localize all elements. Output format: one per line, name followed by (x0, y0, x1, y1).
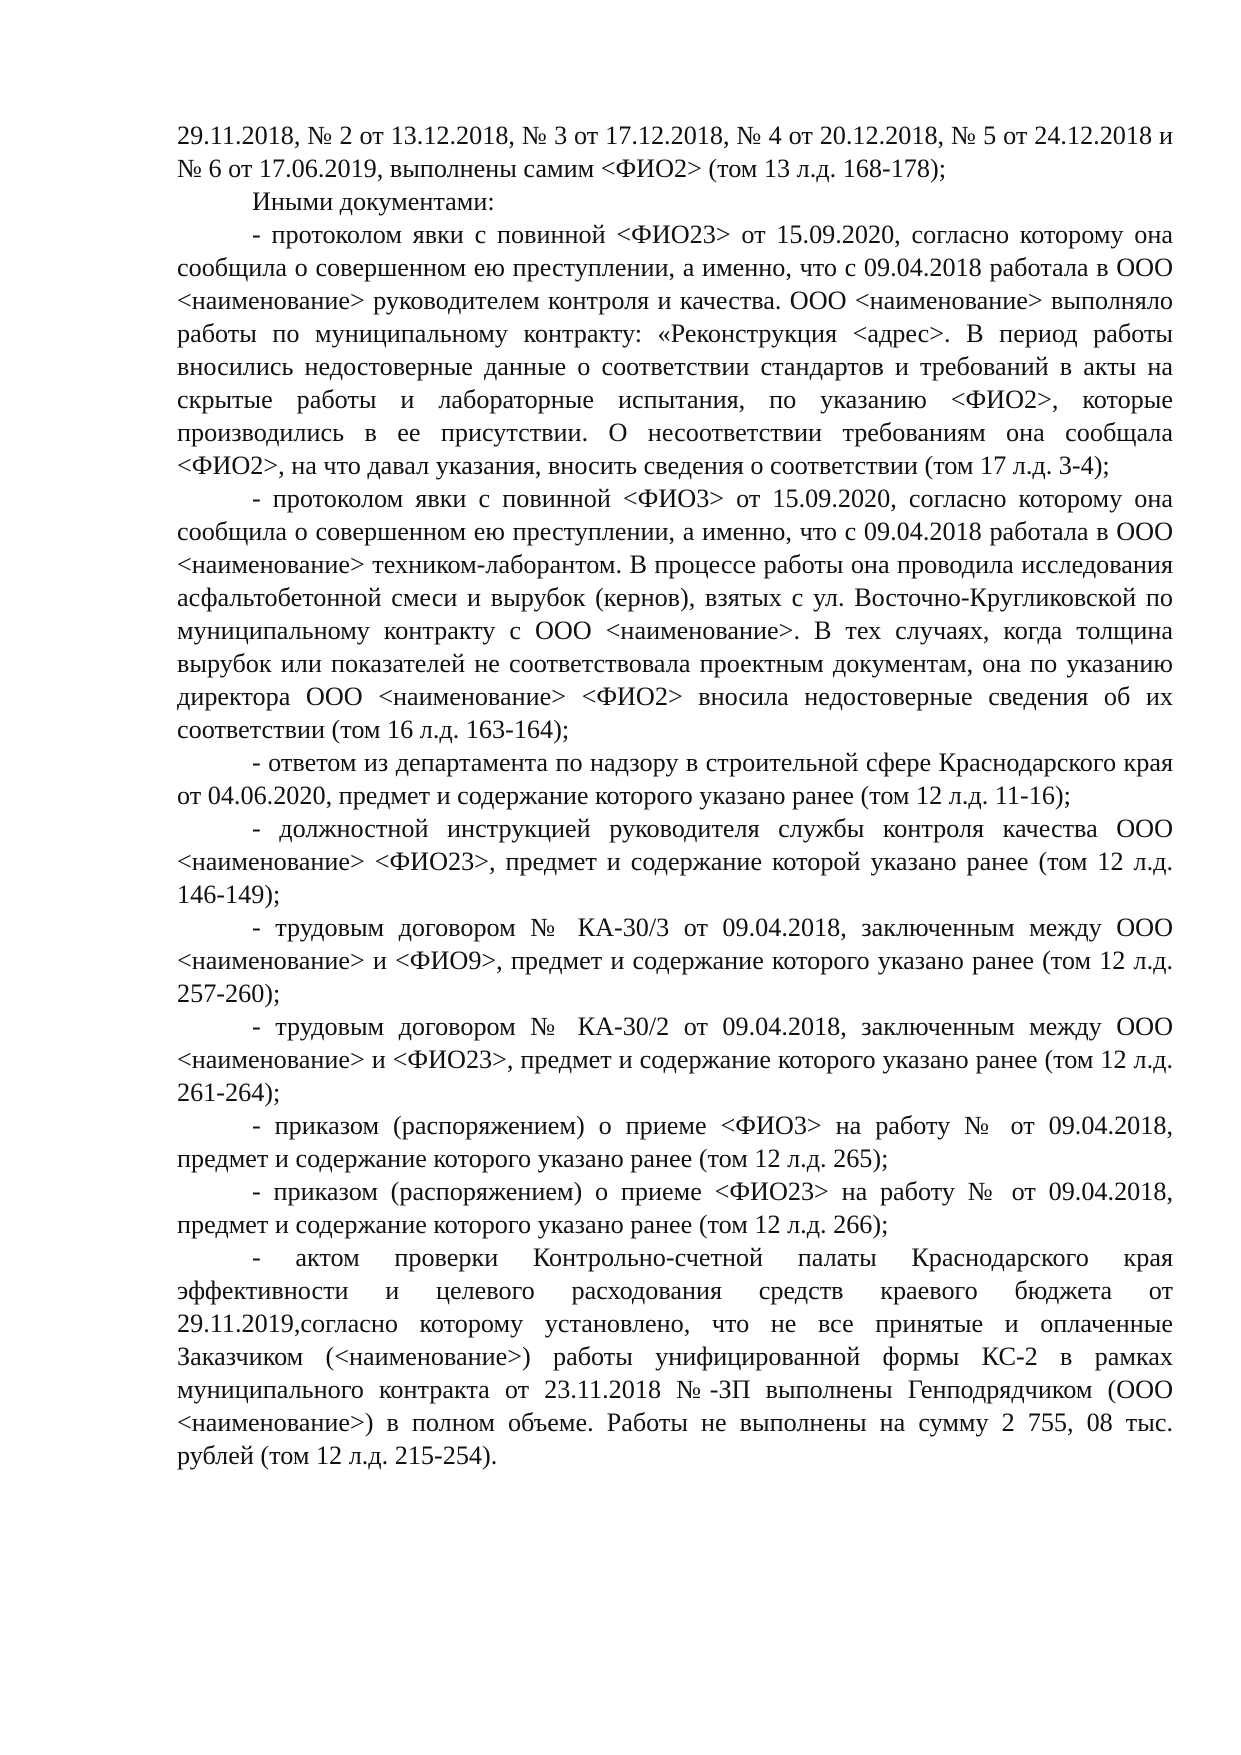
paragraph-item: - протоколом явки с повинной <ФИО3> от 15.09.2020, согласно которому она сообщила о совершенном ею преступлении, а именно, что с 09.04.2018 работала в ООО <наименование> техником-лаборантом. В процессе работы она проводила исследования асфальтобетонной смеси и вырубок (кернов), взятых с ул. Восточно-Кругликовской по муниципальному контракту с ООО <наименование>. В тех случаях, когда толщина вырубок или показателей не соответствовала проектным документам, она по указанию директора ООО <наименование> <ФИО2> вносила недостоверные сведения об их соответствии (том 16 л.д. 163-164); (177, 484, 1173, 744)
paragraph-item: - трудовым договором № КА-30/2 от 09.04.2018, заключенным между ООО <наименование> и <ФИО23>, предмет и содержание которого указано ранее (том 12 л.д. 261-264); (177, 1012, 1173, 1107)
paragraph-item: - приказом (распоряжением) о приеме <ФИО3> на работу № от 09.04.2018, предмет и содержание которого указано ранее (том 12 л.д. 265); (177, 1111, 1173, 1173)
paragraph-item: - протоколом явки с повинной <ФИО23> от 15.09.2020, согласно которому она сообщила о совершенном ею преступлении, а именно, что с 09.04.2018 работала в ООО <наименование> руководителем контроля и качества. ООО <наименование> выполняло работы по муниципальному контракту: «Реконструкция <адрес>. В период работы вносились недостоверные данные о соответствии стандартов и требований в акты на скрытые работы и лабораторные испытания, по указанию <ФИО2>, которые производились в ее присутствии. О несоответствии требованиям она сообщала <ФИО2>, на что давал указания, вносить сведения о соответствии (том 17 л.д. 3-4); (177, 220, 1173, 480)
paragraph-item: - приказом (распоряжением) о приеме <ФИО23> на работу № от 09.04.2018, предмет и содержание которого указано ранее (том 12 л.д. 266); (177, 1177, 1173, 1239)
paragraph-heading-other-documents: Иными документами: (252, 187, 495, 216)
document-page (177, 119, 1173, 1472)
paragraph-item: - трудовым договором № КА-30/3 от 09.04.2018, заключенным между ООО <наименование> и <ФИО9>, предмет и содержание которого указано ранее (том 12 л.д. 257-260); (177, 913, 1173, 1008)
paragraph-item: - ответом из департамента по надзору в строительной сфере Краснодарского края от 04.06.2020, предмет и содержание которого указано ранее (том 12 л.д. 11-16); (177, 748, 1173, 810)
paragraph-continuation: 29.11.2018, № 2 от 13.12.2018, № 3 от 17.12.2018, № 4 от 20.12.2018, № 5 от 24.12.2018 и № 6 от 17.06.2019, выполнены самим <ФИО2> (том 13 л.д. 168-178); (177, 121, 1173, 183)
paragraph-item: - актом проверки Контрольно-счетной палаты Краснодарского края эффективности и целевого расходования средств краевого бюджета от 29.11.2019,согласно которому установлено, что не все принятые и оплаченные Заказчиком (<наименование>) работы унифицированной формы КС-2 в рамках муниципального контракта от 23.11.2018 №-ЗП выполнены Генподрядчиком (ООО <наименование>) в полном объеме. Работы не выполнены на сумму 2 755, 08 тыс. рублей (том 12 л.д. 215-254). (177, 1243, 1173, 1470)
paragraph-item: - должностной инструкцией руководителя службы контроля качества ООО <наименование> <ФИО23>, предмет и содержание которой указано ранее (том 12 л.д. 146-149); (177, 814, 1173, 909)
